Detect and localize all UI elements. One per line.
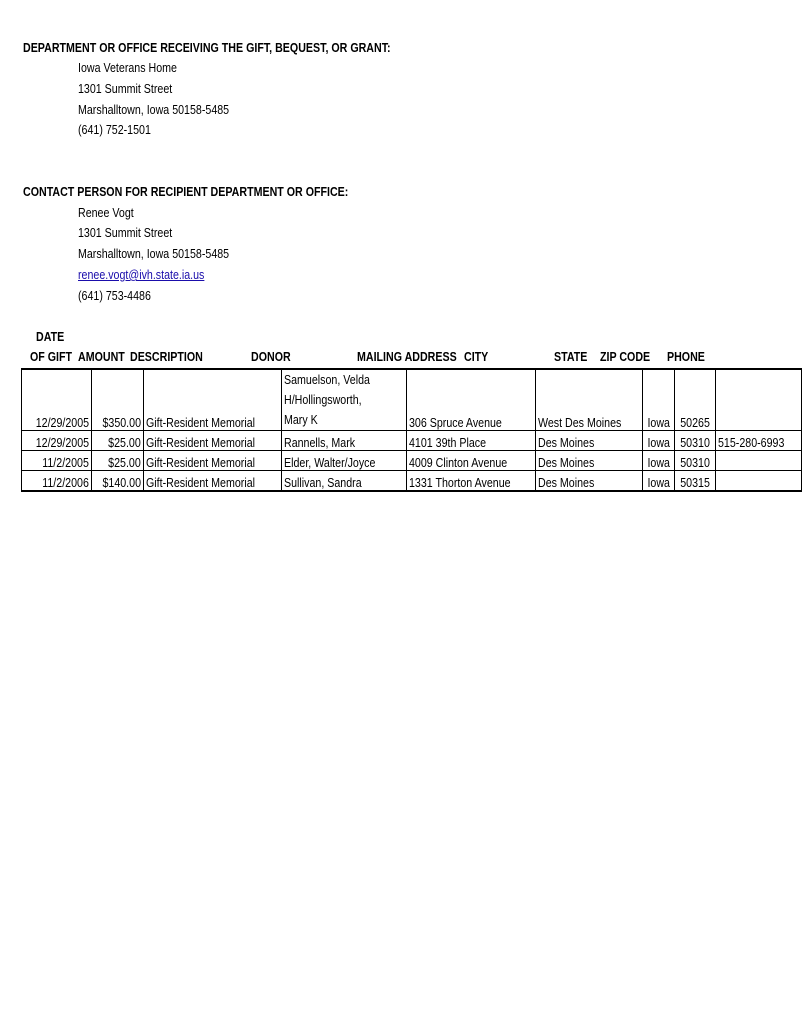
cell-amount: $140.00: [92, 471, 144, 492]
contact-name: Renee Vogt: [78, 205, 134, 220]
cell-phone: 515-280-6993: [716, 431, 802, 451]
header-phone: PHONE: [667, 349, 705, 364]
table-row: [22, 431, 802, 451]
cell-address: 306 Spruce Avenue: [407, 369, 536, 431]
cell-phone: [716, 369, 802, 431]
contact-phone: (641) 753-4486: [78, 288, 151, 303]
cell-state: Iowa: [642, 471, 674, 492]
cell-description: Gift-Resident Memorial: [144, 451, 282, 471]
cell-donor: Samuelson, Velda H/Hollingsworth, Mary K: [282, 369, 407, 431]
cell-city: Des Moines: [535, 431, 642, 451]
header-date-line1: DATE: [36, 329, 65, 344]
contact-city: Marshalltown, Iowa 50158-5485: [78, 246, 230, 261]
gifts-table: [21, 368, 802, 492]
cell-address: 4009 Clinton Avenue: [407, 451, 536, 471]
cell-city: Des Moines: [535, 451, 642, 471]
cell-address: 1331 Thorton Avenue: [407, 471, 536, 492]
department-city: Marshalltown, Iowa 50158-5485: [78, 102, 230, 117]
header-amount: AMOUNT: [78, 349, 125, 364]
cell-donor: Sullivan, Sandra: [282, 471, 407, 492]
header-city: CITY: [464, 349, 489, 364]
cell-donor: Elder, Walter/Joyce: [282, 451, 407, 471]
cell-zip: 50310: [674, 451, 715, 471]
cell-amount: $25.00: [92, 431, 144, 451]
cell-zip: 50315: [674, 471, 715, 492]
cell-date: 12/29/2005: [22, 369, 92, 431]
cell-date: 11/2/2005: [22, 451, 92, 471]
department-street: 1301 Summit Street: [78, 81, 173, 96]
cell-description: Gift-Resident Memorial: [144, 369, 282, 431]
contact-email-link[interactable]: renee.vogt@ivh.state.ia.us: [78, 267, 205, 282]
cell-description: Gift-Resident Memorial: [144, 431, 282, 451]
header-date-line2: OF GIFT: [30, 349, 73, 364]
department-name: Iowa Veterans Home: [78, 60, 177, 75]
header-state: STATE: [554, 349, 588, 364]
header-donor: DONOR: [251, 349, 291, 364]
cell-zip: 50310: [674, 431, 715, 451]
cell-phone: [716, 471, 802, 492]
table-row: [22, 451, 802, 471]
table-row: [22, 369, 802, 431]
cell-zip: 50265: [674, 369, 715, 431]
header-mailing-address: MAILING ADDRESS: [357, 349, 457, 364]
department-heading: DEPARTMENT OR OFFICE RECEIVING THE GIFT, BEQUEST, OR GRANT:: [23, 40, 391, 55]
cell-date: 11/2/2006: [22, 471, 92, 492]
cell-city: West Des Moines: [535, 369, 642, 431]
cell-city: Des Moines: [535, 471, 642, 492]
table-row: [22, 471, 802, 492]
cell-state: Iowa: [642, 431, 674, 451]
cell-date: 12/29/2005: [22, 431, 92, 451]
cell-state: Iowa: [642, 451, 674, 471]
header-description: DESCRIPTION: [130, 349, 203, 364]
department-phone: (641) 752-1501: [78, 122, 151, 137]
contact-street: 1301 Summit Street: [78, 225, 173, 240]
cell-phone: [716, 451, 802, 471]
cell-amount: $350.00: [92, 369, 144, 431]
cell-address: 4101 39th Place: [407, 431, 536, 451]
cell-description: Gift-Resident Memorial: [144, 471, 282, 492]
header-zip-code: ZIP CODE: [600, 349, 651, 364]
cell-state: Iowa: [642, 369, 674, 431]
cell-donor: Rannells, Mark: [282, 431, 407, 451]
cell-amount: $25.00: [92, 451, 144, 471]
contact-heading: CONTACT PERSON FOR RECIPIENT DEPARTMENT OR OFFICE:: [23, 184, 349, 199]
